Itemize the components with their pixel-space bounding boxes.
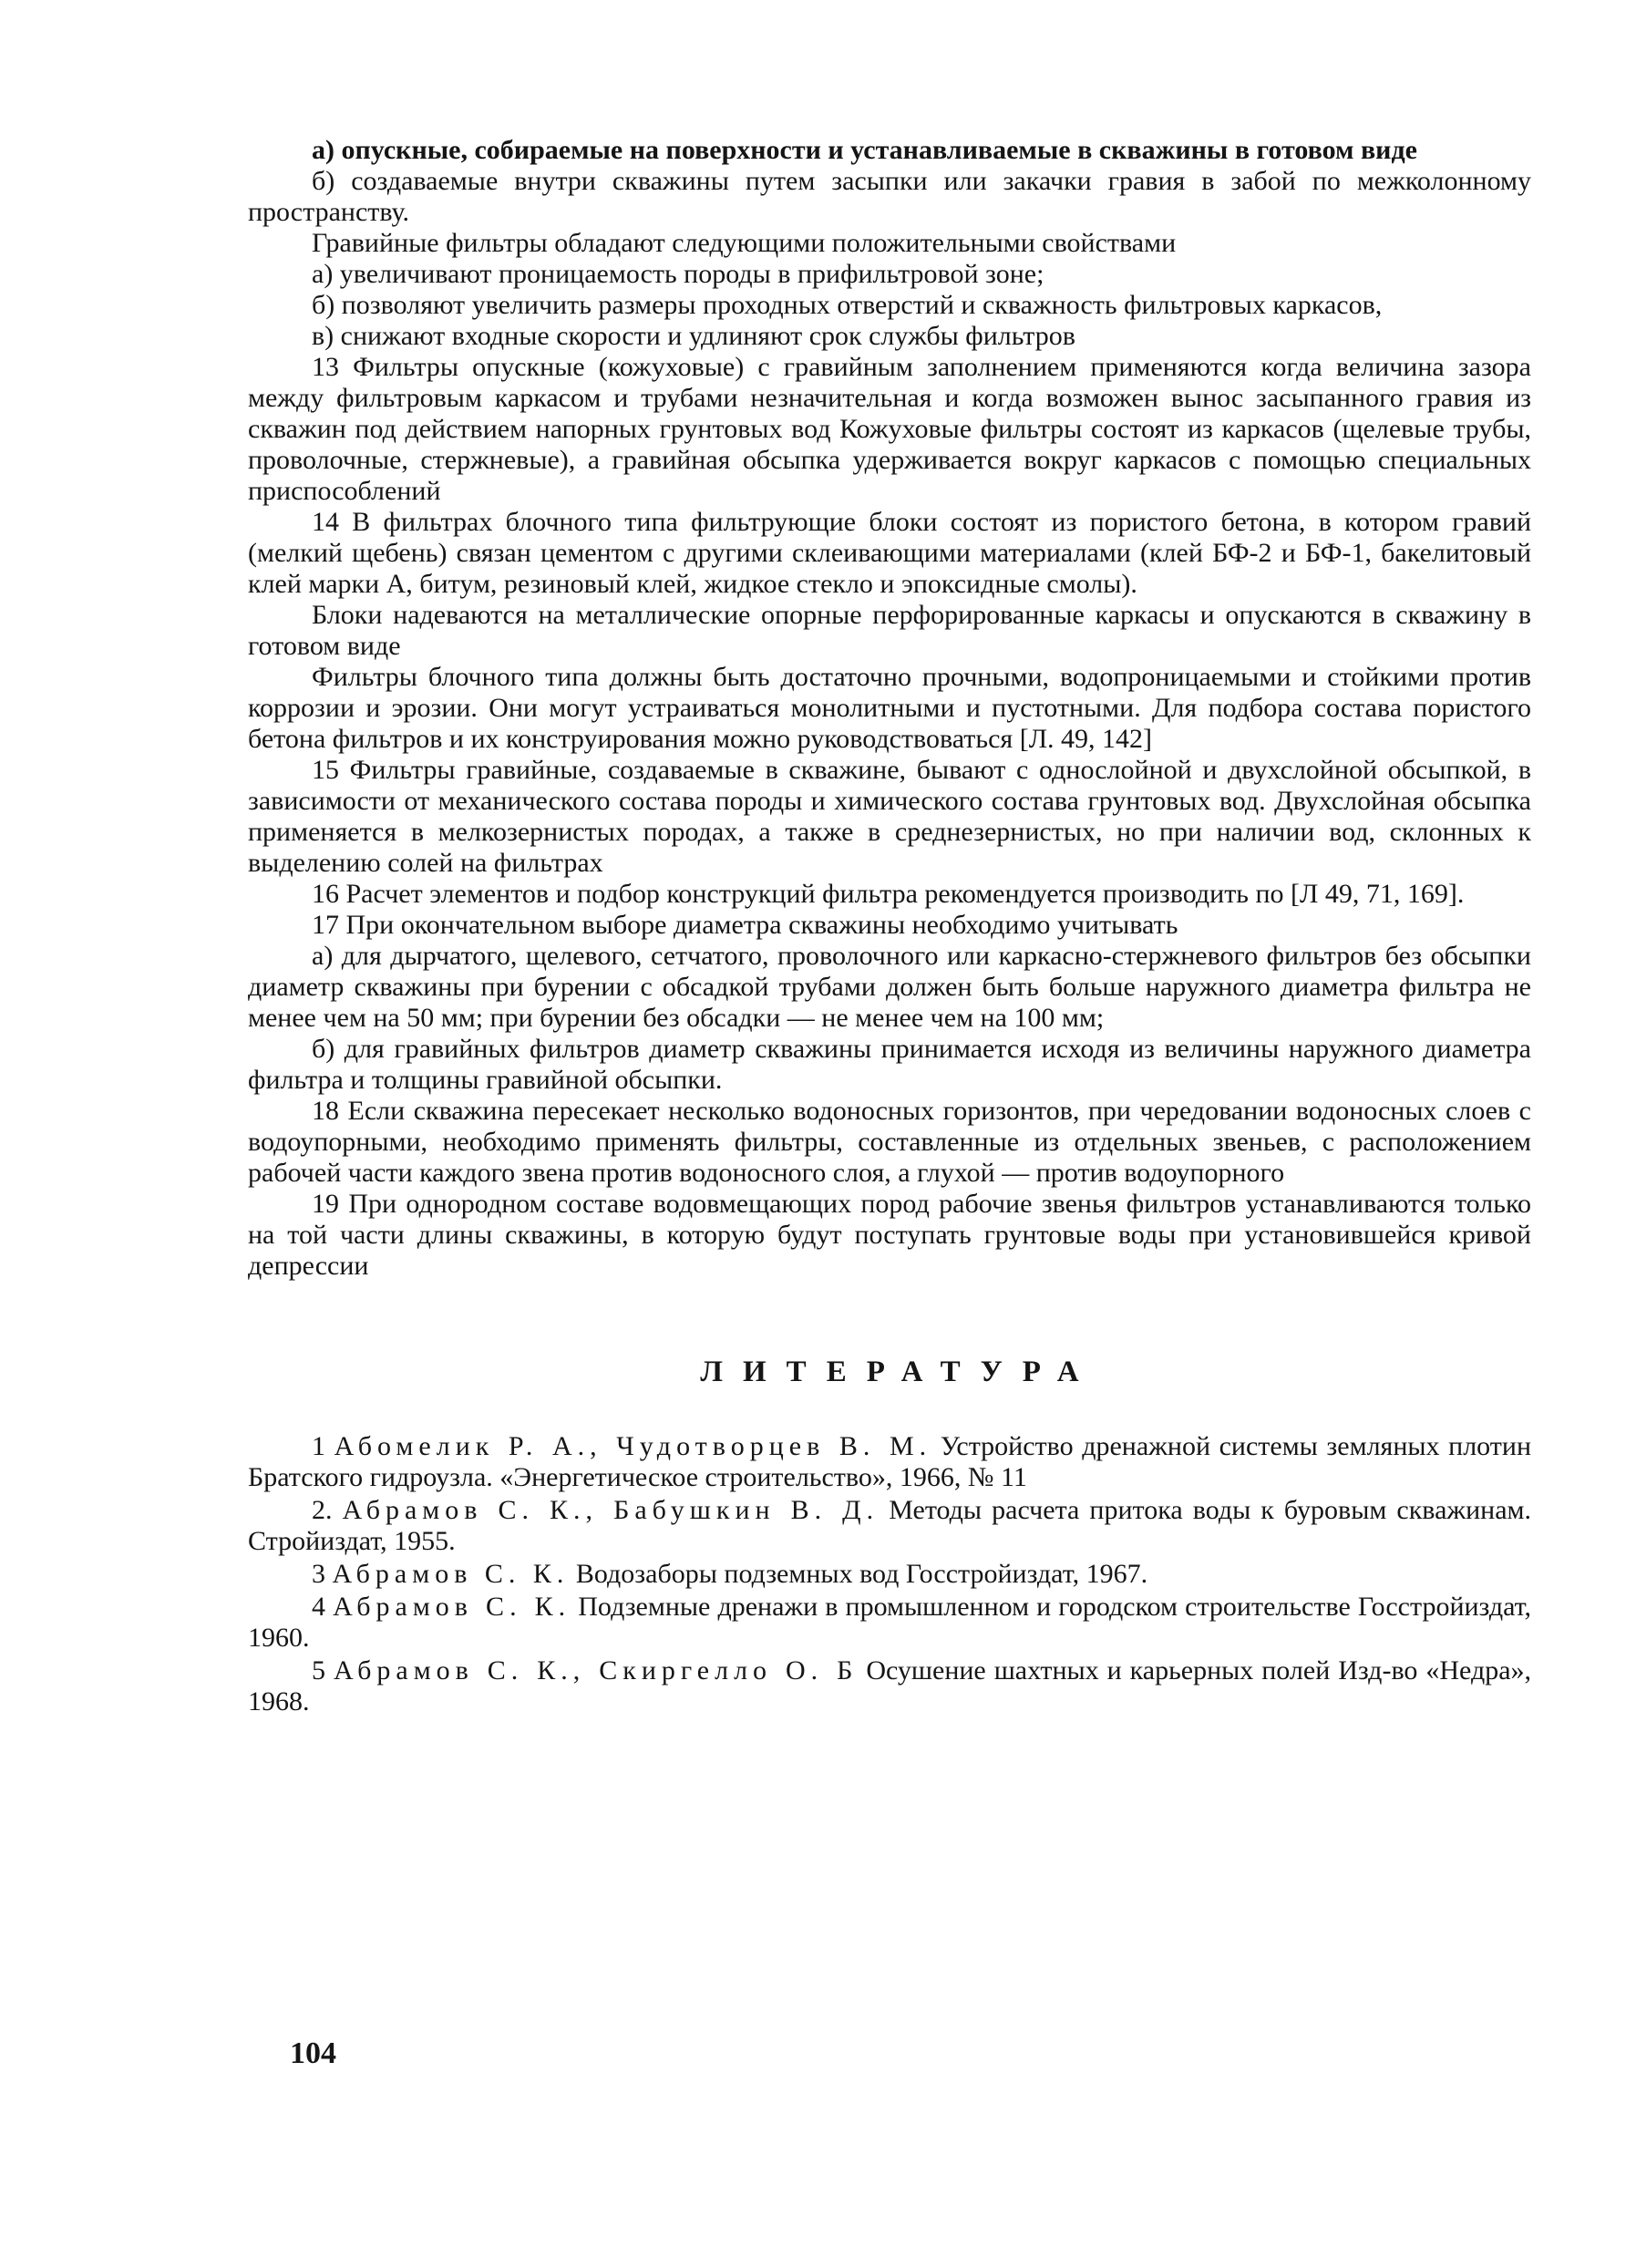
paragraph-section-14: 14 В фильтрах блочного типа фильтрующие блоки состоят из пористого бетона, в котором гравий (мелкий щебень) связан цементом с другими склеивающими материалами (клей БФ-2 и БФ-1, бакелитовый клей марки А, битум, резиновый клей, жидкое стекло и эпоксидные смолы).: [248, 507, 1531, 599]
reference-item: [248, 1592, 1531, 1654]
reference-item: [248, 1495, 1531, 1557]
reference-text: Устройство дренажной системы земляных плотин Братского гидроузла. «Энергетическое строительство», 1966, № 11: [248, 1431, 1532, 1492]
paragraph-section-17: 17 При окончательном выборе диаметра скважины необходимо учитывать: [312, 910, 1178, 940]
reference-item: [248, 1559, 1531, 1590]
paragraph-blocks-mounting: Блоки надеваются на металлические опорные перфорированные каркасы и опускаются в скважину в готовом виде: [248, 600, 1531, 661]
paragraph-block-filters-strength: Фильтры блочного типа должны быть достаточно прочными, водопроницаемыми и стойкими против коррозии и эрозии. Они могут устраиваться монолитными и пустотными. Для подбора состава пористого бетона фильтров и их конструирования можно руководствоваться [Л. 49, 142]: [248, 662, 1531, 754]
paragraph-item-b-sozdavaemye: б) создаваемые внутри скважины путем засыпки или закачки гравия в забой по межколонному пространству.: [248, 166, 1531, 227]
paragraph-property-a: а) увеличивают проницаемость породы в прифильтровой зоне;: [312, 259, 1044, 289]
paragraph-gravel-filter-properties: Гравийные фильтры обладают следующими положительными свойствами: [312, 228, 1177, 258]
reference-number: 5: [312, 1655, 325, 1686]
document-page: [248, 135, 1531, 1719]
reference-authors: Абрамов С. К., Скиргелло О. Б: [333, 1655, 859, 1686]
paragraph-property-v: в) снижают входные скорости и удлиняют срок службы фильтров: [312, 321, 1075, 351]
references-list: [248, 1431, 1531, 1717]
paragraph-item-a-opusknye: а) опускные, собираемые на поверхности и устанавливаемые в скважины в готовом виде: [312, 135, 1417, 165]
reference-number: 1: [312, 1431, 325, 1461]
reference-item: [248, 1655, 1531, 1717]
paragraph-section-17-b: б) для гравийных фильтров диаметр скважины принимается исходя из величины наружного диаметра фильтра и толщины гравийной обсыпки.: [248, 1034, 1531, 1095]
paragraph-property-b: б) позволяют увеличить размеры проходных отверстий и скважность фильтровых каркасов,: [312, 290, 1383, 320]
reference-authors: Абрамов С. К.: [333, 1592, 571, 1622]
references-heading: ЛИТЕРАТУРА: [700, 1356, 1099, 1388]
reference-number: 2.: [312, 1495, 333, 1525]
reference-text: Методы расчета притока воды к буровым скважинам. Стройиздат, 1955.: [248, 1495, 1532, 1556]
page-number: 104: [290, 2036, 336, 2070]
paragraph-section-17-a: а) для дырчатого, щелевого, сетчатого, проволочного или каркасно-стержневого фильтров без обсыпки диаметр скважины при бурении с обсадкой трубами должен быть больше наружного диаметра фильтра не менее чем на 50 мм; при бурении без обсадки — не менее чем на 100 мм;: [248, 941, 1531, 1033]
paragraph-section-18: 18 Если скважина пересекает несколько водоносных горизонтов, при чередовании водоносных слоев с водоупорными, необходимо применять фильтры, составленные из отдельных звеньев, с расположением рабочей части каждого звена против водоносного слоя, а глухой — против водоупорного: [248, 1096, 1531, 1188]
reference-text: Водозаборы подземных вод Госстройиздат, 1967.: [575, 1559, 1148, 1589]
reference-number: 3: [312, 1559, 325, 1589]
reference-text: Подземные дренажи в промышленном и городском строительстве Госстройиздат, 1960.: [248, 1592, 1532, 1653]
paragraph-section-15: 15 Фильтры гравийные, создаваемые в скважине, бывают с однослойной и двухслойной обсыпкой, в зависимости от механического состава породы и химического состава грунтовых вод. Двухслойная обсыпка применяется в мелкозернистых породах, а также в среднезернистых, но при наличии вод, склонных к выделению солей на фильтрах: [248, 755, 1531, 878]
reference-number: 4: [312, 1592, 325, 1622]
reference-authors: Абомелик Р. А., Чудотворцев В. М.: [334, 1431, 932, 1461]
paragraph-section-19: 19 При однородном составе водовмещающих пород рабочие звенья фильтров устанавливаются только на той части длины скважины, в которую будут поступать грунтовые воды при установившейся кривой депрессии: [248, 1189, 1531, 1281]
reference-authors: Абрамов С. К., Бабушкин В. Д.: [342, 1495, 880, 1525]
reference-item: [248, 1431, 1531, 1493]
paragraph-section-13: 13 Фильтры опускные (кожуховые) с гравийным заполнением применяются когда величина зазора между фильтровым каркасом и трубами незначительная и когда возможен вынос засыпанного гравия из скважин под действием напорных грунтовых вод Кожуховые фильтры состоят из каркасов (щелевые трубы, проволочные, стержневые), а гравийная обсыпка удерживается вокруг каркасов с помощью специальных приспособлений: [248, 352, 1531, 506]
paragraph-section-16: 16 Расчет элементов и подбор конструкций фильтра рекомендуется производить по [Л 49, 71, 169].: [312, 879, 1465, 909]
reference-authors: Абрамов С. К.: [332, 1559, 570, 1589]
reference-text: Осушение шахтных и карьерных полей Изд-во «Недра», 1968.: [248, 1655, 1532, 1716]
